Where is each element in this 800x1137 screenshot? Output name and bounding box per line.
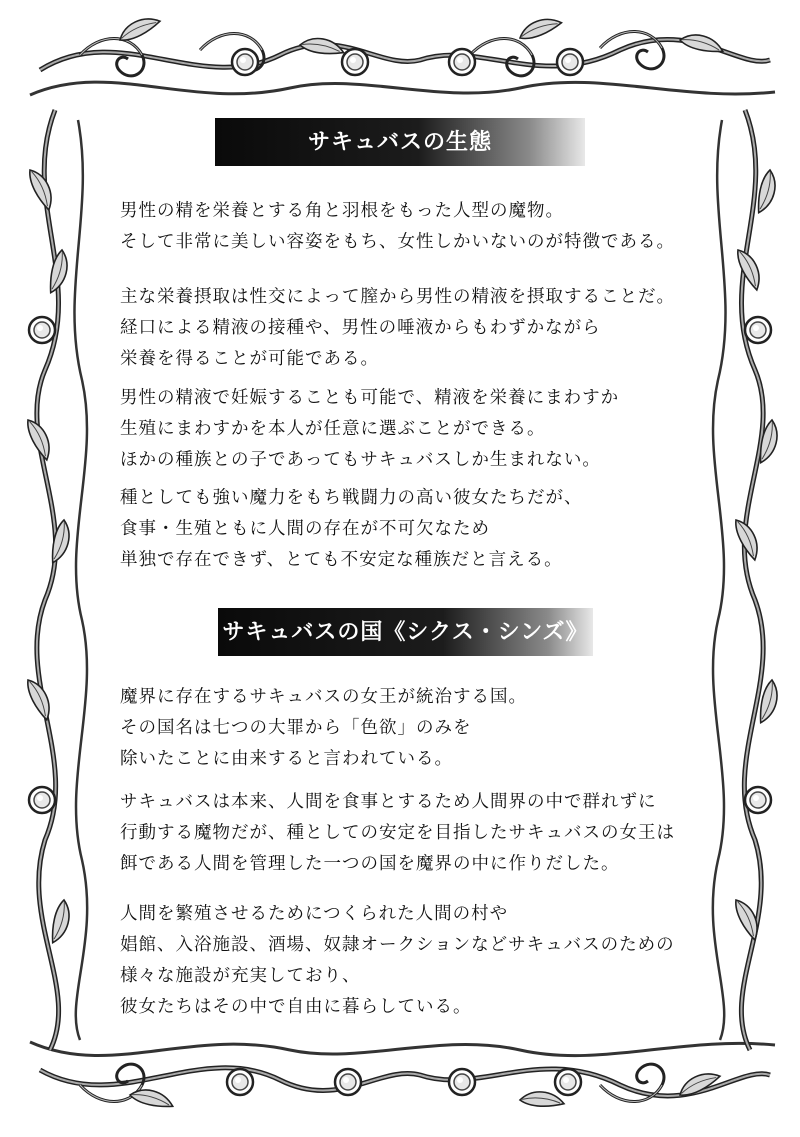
section-body-ecology-2 [120, 282, 720, 375]
text-line: 主な栄養摂取は性交によって膣から男性の精液を摂取することだ。 [120, 287, 675, 307]
text-line: 餌である人間を管理した一つの国を魔界の中に作りだした。 [120, 854, 620, 874]
text-line: 彼女たちはその中で自由に暮らしている。 [120, 997, 472, 1017]
section-heading-country: サキュバスの国《シクス・シンズ》 [218, 608, 593, 656]
right-ornament [713, 110, 783, 1050]
text-line: 娼館、入浴施設、酒場、奴隷オークションなどサキュバスのための [120, 935, 675, 955]
text-line: 種としても強い魔力をもち戦闘力の高い彼女たちだが、 [120, 488, 583, 508]
section-body-ecology-3 [120, 383, 720, 476]
text-line: 経口による精液の接種や、男性の唾液からもわずかながら [120, 318, 601, 338]
section-body-ecology-4 [120, 483, 720, 576]
text-line: 単独で存在できず、とても不安定な種族だと言える。 [120, 550, 563, 570]
top-ornament [30, 14, 775, 95]
text-line: 男性の精液で妊娠することも可能で、精液を栄養にまわすか [120, 388, 620, 408]
text-line: 魔界に存在するサキュバスの女王が統治する国。 [120, 687, 527, 707]
section-body-country-2 [120, 787, 720, 880]
text-line: その国名は七つの大罪から「色欲」のみを [120, 718, 472, 738]
section-body-country [120, 682, 720, 775]
text-line: 除いたことに由来すると言われている。 [120, 749, 453, 769]
text-line: ほかの種族との子であってもサキュバスしか生まれない。 [120, 450, 601, 470]
text-line: 人間を繁殖させるためにつくられた人間の村や [120, 904, 509, 924]
section-body-ecology [120, 196, 720, 258]
section-heading-ecology: サキュバスの生態 [215, 118, 585, 166]
text-line: 様々な施設が充実しており、 [120, 966, 361, 986]
bottom-ornament [30, 1042, 775, 1113]
text-line: サキュバスは本来、人間を食事とするため人間界の中で群れずに [120, 792, 657, 812]
section-body-country-3 [120, 899, 720, 1023]
text-line: 栄養を得ることが可能である。 [120, 349, 379, 369]
left-ornament [25, 110, 87, 1050]
text-line: 行動する魔物だが、種としての安定を目指したサキュバスの女王は [120, 823, 675, 843]
text-line: 生殖にまわすかを本人が任意に選ぶことができる。 [120, 419, 546, 439]
text-line: 男性の精を栄養とする角と羽根をもった人型の魔物。 [120, 201, 564, 221]
text-line: そして非常に美しい容姿をもち、女性しかいないのが特徴である。 [120, 232, 675, 252]
text-line: 食事・生殖ともに人間の存在が不可欠なため [120, 519, 490, 539]
